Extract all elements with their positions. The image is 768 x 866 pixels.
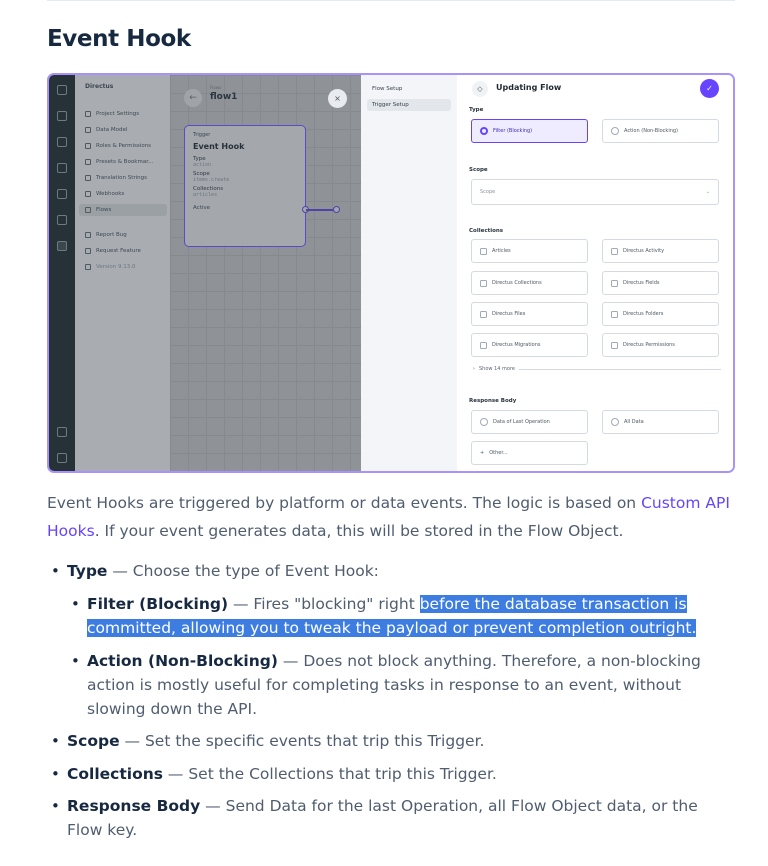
list-item-filter: • Filter (Blocking) — Fires "blocking" right before the database transaction is committed, allowing you to tweak the payload or prevent completion outright. — [67, 592, 737, 640]
tab-trigger-setup[interactable]: Trigger Setup — [367, 99, 451, 111]
top-divider — [47, 0, 735, 1]
flows-icon — [85, 207, 91, 213]
list-item-response-body: • Response Body — Send Data for the last Operation, all Flow Object data, or the Flow key. — [47, 794, 737, 842]
type-label: Type — [469, 107, 484, 113]
bug-icon — [85, 232, 91, 238]
nav-item-request-feature[interactable]: Request Feature — [85, 248, 141, 254]
collection-checkbox[interactable]: Directus Folders — [602, 302, 719, 326]
nav-item-flows[interactable]: Flows — [79, 204, 167, 216]
user-avatar-icon[interactable] — [57, 453, 67, 463]
trigger-card[interactable] — [184, 125, 306, 247]
response-option-last-operation[interactable]: Data of Last Operation — [471, 410, 588, 434]
response-body-label: Response Body — [469, 398, 517, 404]
settings-icon[interactable] — [57, 241, 67, 251]
collections-label: Collections — [469, 228, 504, 234]
checkbox-icon — [480, 311, 487, 318]
checkbox-icon — [611, 248, 618, 255]
close-icon[interactable]: × — [328, 89, 347, 108]
webhook-icon — [85, 191, 91, 197]
type-key: Type — [193, 156, 206, 162]
list-item-scope: • Scope — Set the specific events that trip this Trigger. — [47, 729, 737, 753]
trigger-label: Trigger — [193, 132, 211, 138]
checkbox-icon — [480, 248, 487, 255]
nav-item-report-bug[interactable]: Report Bug — [85, 232, 127, 238]
checkbox-icon — [611, 280, 618, 287]
collection-checkbox[interactable]: Directus Activity — [602, 239, 719, 263]
scope-select[interactable]: Scope ⌄ — [471, 179, 719, 205]
setup-tabs — [361, 75, 457, 471]
content-icon[interactable] — [57, 111, 67, 121]
show-more-toggle[interactable]: › Show 14 more — [473, 366, 721, 372]
radio-icon — [480, 418, 488, 426]
roles-icon — [85, 143, 91, 149]
radio-icon — [611, 127, 619, 135]
list-item-action: • Action (Non-Blocking) — Does not block anything. Therefore, a non-blocking action is mostly useful for completing tasks in response to an event, without slowing down the API. — [67, 649, 737, 721]
scope-value: items.create — [193, 177, 230, 183]
selected-text[interactable]: before the database transaction is committed, allowing you to tweak the payload or prevent completion outright. — [87, 595, 697, 637]
checkbox-icon — [611, 342, 618, 349]
intro-paragraph: Event Hooks are triggered by platform or data events. The logic is based on Custom API Hooks. If your event generates data, this will be stored in the Flow Object. — [47, 494, 730, 540]
connector-end-dot[interactable] — [333, 206, 340, 213]
brand-name: Directus — [85, 83, 114, 90]
translate-icon — [85, 175, 91, 181]
plus-icon: + — [480, 450, 485, 456]
module-rail — [49, 75, 75, 471]
panel-title: Updating Flow — [496, 83, 562, 92]
insights-icon[interactable] — [57, 189, 67, 199]
type-value: action — [193, 162, 212, 168]
scope-key: Scope — [193, 171, 210, 177]
collections-value: articles — [193, 192, 218, 198]
chevron-down-icon: ⌄ — [705, 189, 710, 195]
type-option-filter[interactable]: Filter (Blocking) — [471, 119, 588, 143]
tab-flow-setup[interactable]: Flow Setup — [372, 86, 403, 92]
database-icon — [85, 127, 91, 133]
connector-line — [306, 209, 336, 211]
info-icon — [85, 264, 91, 270]
trigger-title: Event Hook — [193, 142, 245, 151]
chevron-right-icon: › — [473, 366, 475, 372]
confirm-button[interactable]: ✓ — [700, 79, 719, 98]
bookmark-icon — [85, 159, 91, 165]
nav-item-version: Version 9.13.0 — [85, 264, 135, 270]
collection-checkbox[interactable]: Directus Fields — [602, 271, 719, 295]
type-sublist — [67, 592, 737, 721]
divider — [519, 369, 721, 370]
flow-name: flow1 — [210, 92, 238, 102]
event-hook-screenshot — [47, 73, 735, 473]
collections-key: Collections — [193, 186, 224, 192]
collection-checkbox[interactable]: Directus Collections — [471, 271, 588, 295]
settings-icon — [85, 111, 91, 117]
checkbox-icon — [611, 311, 618, 318]
custom-api-hooks-link[interactable]: Custom API Hooks — [47, 494, 730, 540]
nav-item-presets[interactable]: Presets & Bookmar... — [85, 159, 153, 165]
notifications-icon[interactable] — [57, 427, 67, 437]
radio-icon — [611, 418, 619, 426]
radio-icon — [480, 127, 488, 135]
collection-checkbox[interactable]: Directus Permissions — [602, 333, 719, 357]
nav-item-project-settings[interactable]: Project Settings — [85, 111, 139, 117]
users-icon[interactable] — [57, 137, 67, 147]
logo-icon — [57, 85, 67, 95]
trigger-setup-panel — [457, 75, 733, 471]
nav-item-webhooks[interactable]: Webhooks — [85, 191, 124, 197]
nav-item-data-model[interactable]: Data Model — [85, 127, 127, 133]
page-title: Event Hook — [47, 26, 191, 52]
list-item-type: • Type — Choose the type of Event Hook: • Filter (Blocking) — Fires "blocking" right before the database transaction is committed, allowing you to tweak the payload or prevent completion outright. • Action (Non-Blocking) — Does not block anything. Therefore, a non-blocking action is mostly useful for completing tasks in response to an event, without slowing down the API. — [47, 559, 737, 721]
nav-item-translations[interactable]: Translation Strings — [85, 175, 147, 181]
activity-icon[interactable] — [57, 215, 67, 225]
collection-checkbox[interactable]: Articles — [471, 239, 588, 263]
response-option-all-data[interactable]: All Data — [602, 410, 719, 434]
cube-icon: ◇ — [472, 81, 488, 97]
collection-checkbox[interactable]: Directus Files — [471, 302, 588, 326]
nav-item-roles[interactable]: Roles & Permissions — [85, 143, 151, 149]
collection-checkbox[interactable]: Directus Migrations — [471, 333, 588, 357]
list-item-collections: • Collections — Set the Collections that trip this Trigger. — [47, 762, 737, 786]
checkbox-icon — [480, 280, 487, 287]
scope-label: Scope — [469, 167, 488, 173]
response-option-other[interactable]: + Other... — [471, 441, 588, 465]
flow-canvas — [170, 75, 361, 471]
checkbox-icon — [480, 342, 487, 349]
files-icon[interactable] — [57, 163, 67, 173]
breadcrumb: Flows — [210, 85, 222, 90]
type-option-action[interactable]: Action (Non-Blocking) — [602, 119, 719, 143]
back-arrow-icon[interactable]: ← — [184, 89, 202, 107]
settings-nav — [75, 75, 170, 471]
status-toggle[interactable]: Active — [193, 205, 211, 211]
feature-icon — [85, 248, 91, 254]
trigger-options-list — [47, 559, 737, 851]
